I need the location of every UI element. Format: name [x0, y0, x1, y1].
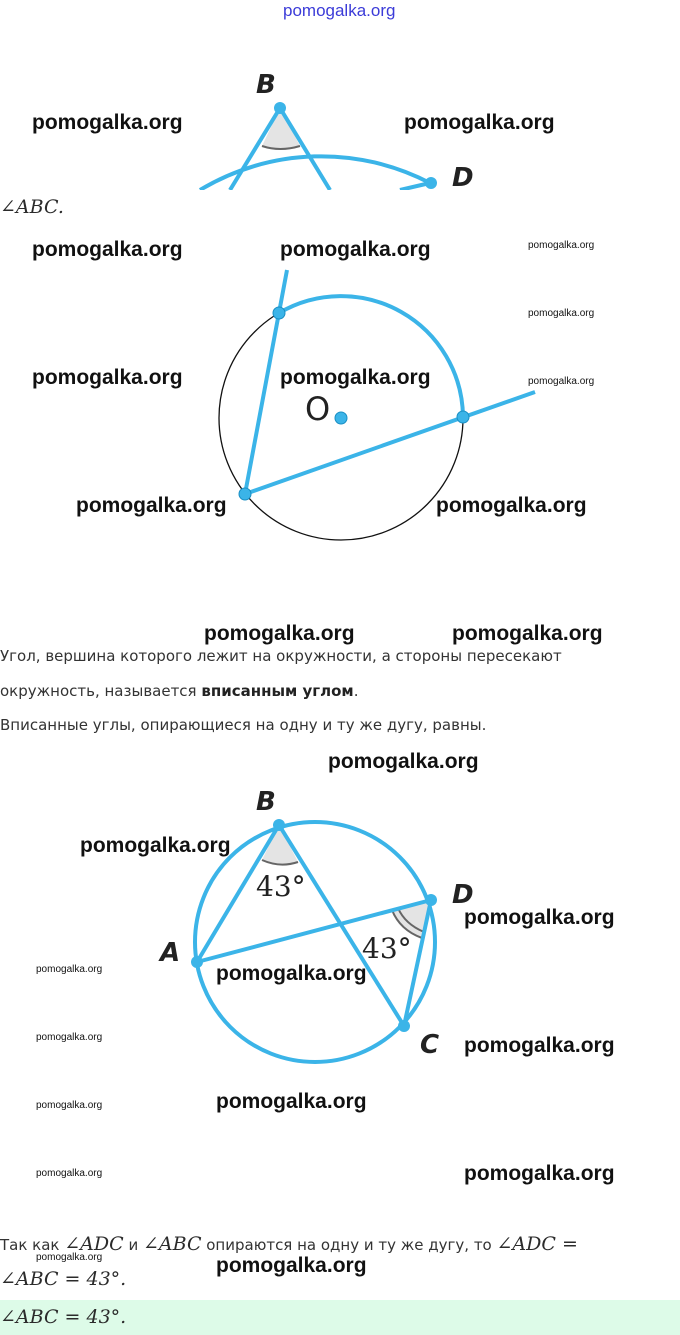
- watermark: pomogalka.org: [280, 366, 431, 389]
- definition-line-3: Вписанные углы, опирающиеся на одну и ту же дугу, равны.: [0, 716, 487, 734]
- solution-eq-left: ∠ADC =: [496, 1233, 578, 1255]
- watermark: pomogalka.org: [80, 834, 231, 857]
- watermark: pomogalka.org: [404, 111, 555, 134]
- answer-text: ∠ABC = 43°.: [0, 1306, 127, 1328]
- solution-angle-abc: ∠ABC: [142, 1233, 202, 1255]
- watermark: pomogalka.org: [280, 238, 431, 261]
- figure3-label-a: A: [160, 938, 181, 968]
- definition-line-1: Угол, вершина которого лежит на окружности, а стороны пересекают: [0, 647, 562, 665]
- watermark: pomogalka.org: [436, 494, 587, 517]
- watermark: pomogalka.org: [216, 1254, 367, 1277]
- watermark: pomogalka.org: [528, 308, 595, 319]
- watermark: pomogalka.org: [328, 750, 479, 773]
- figure3-label-c: C: [420, 1030, 440, 1060]
- watermark: pomogalka.org: [36, 964, 103, 975]
- solution-prefix: Так как: [0, 1236, 65, 1254]
- watermark: pomogalka.org: [528, 240, 595, 251]
- figure1-label-d: D: [452, 163, 474, 193]
- figure1-label-b: B: [256, 70, 276, 100]
- watermark: pomogalka.org: [216, 1090, 367, 1113]
- definition-line-2-suffix: .: [353, 682, 359, 700]
- watermark: pomogalka.org: [36, 1252, 103, 1263]
- figure-circle-inscribed-angle: [0, 240, 680, 600]
- caption-angle-abc: ∠ABC.: [0, 196, 64, 218]
- watermark: pomogalka.org: [36, 1168, 103, 1179]
- watermark: pomogalka.org: [464, 1162, 615, 1185]
- solution-middle: опираются на одну и ту же дугу, то: [201, 1236, 497, 1254]
- watermark: pomogalka.org: [452, 622, 603, 645]
- solution-line-2: ∠ABC = 43°.: [0, 1268, 127, 1290]
- figure3-angle-d-value: 43°: [362, 932, 412, 965]
- definition-line-2: [0, 682, 358, 700]
- solution-angle-adc: ∠ADC: [64, 1233, 124, 1255]
- watermark: pomogalka.org: [464, 906, 615, 929]
- watermark: pomogalka.org: [32, 238, 183, 261]
- figure3-angle-b-value: 43°: [256, 870, 306, 903]
- answer-box: [0, 1300, 680, 1335]
- figure-arc-angle-b: [0, 0, 680, 190]
- watermark: pomogalka.org: [204, 622, 355, 645]
- watermark: pomogalka.org: [32, 111, 183, 134]
- watermark: pomogalka.org: [76, 494, 227, 517]
- figure2-center-label-o: O: [305, 390, 331, 428]
- watermark: pomogalka.org: [36, 1100, 103, 1111]
- watermark: pomogalka.org: [32, 366, 183, 389]
- figure3-label-b: B: [256, 787, 276, 817]
- figure3-label-d: D: [452, 880, 474, 910]
- term-inscribed-angle: вписанным углом: [201, 682, 354, 700]
- watermark: pomogalka.org: [528, 376, 595, 387]
- watermark: pomogalka.org: [464, 1034, 615, 1057]
- watermark: pomogalka.org: [216, 962, 367, 985]
- definition-line-2-prefix: окружность, называется: [0, 682, 202, 700]
- solution-and: и: [123, 1236, 143, 1254]
- watermark: pomogalka.org: [36, 1032, 103, 1043]
- top-watermark-link[interactable]: pomogalka.org: [283, 1, 396, 20]
